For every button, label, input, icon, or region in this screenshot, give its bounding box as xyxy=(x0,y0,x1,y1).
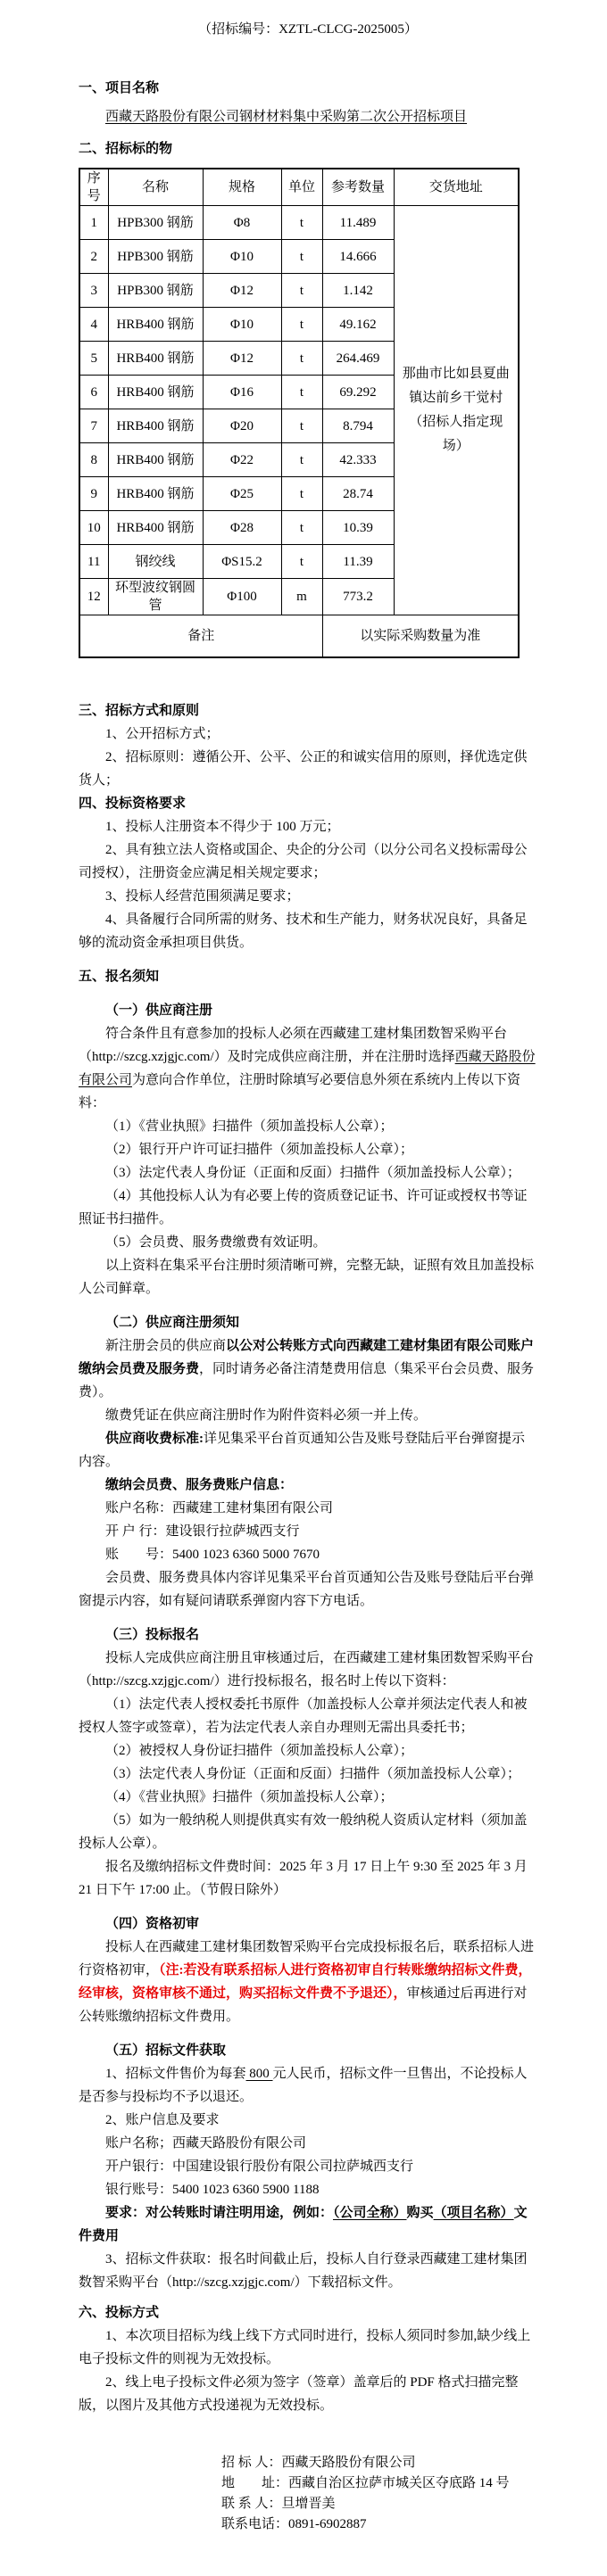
tender-number: （招标编号：XZTL-CLCG-2025005） xyxy=(198,22,418,37)
paragraph: 投标人完成供应商注册且审核通过后，在西藏建工建材集团数智采购平台（http://szcg.xzjgjc.com/）进行投标报名，报名时上传以下资料： xyxy=(79,1651,535,1688)
cell-name: 钢绞线 xyxy=(108,545,203,579)
cell-spec: Φ10 xyxy=(203,240,281,274)
cell-unit: m xyxy=(281,579,322,615)
cell-seq: 11 xyxy=(79,545,108,579)
subsection-4-heading: （四）资格初审 xyxy=(105,1917,200,1931)
cell-seq: 5 xyxy=(79,342,108,376)
paragraph: 会员费、服务费具体内容详见集采平台首页通知公告及账号登陆后平台弹窗提示内容，如有疑问请联系弹窗内容下方电话。 xyxy=(79,1571,535,1608)
project-name-placeholder: （项目名称） xyxy=(433,2206,514,2220)
company-fullname-placeholder: （公司全称） xyxy=(333,2206,407,2220)
section-5-heading: 五、报名须知 xyxy=(79,970,160,984)
paragraph: 缴费凭证在供应商注册时作为附件资料必须一并上传。 xyxy=(105,1408,428,1423)
goods-table xyxy=(79,168,520,658)
contact-person-line: 联 系 人：旦增晋美 xyxy=(221,2497,336,2511)
section-6-heading: 六、投标方式 xyxy=(79,2306,160,2320)
col-header-name: 名称 xyxy=(108,169,203,206)
cell-qty: 1.142 xyxy=(322,274,394,308)
paragraph: 3、招标文件获取：报名时间截止后，投标人自行登录西藏建工建材集团数智采购平台（http://szcg.xzjgjc.com/）下载招标文件。 xyxy=(79,2252,528,2290)
text-segment: 详见集采平台首页通知公告及账号登陆后平台弹窗提示内容。 xyxy=(79,1432,526,1469)
subsection-3-heading: （三）投标报名 xyxy=(105,1628,200,1642)
text-segment: 1、招标文件售价为每套 xyxy=(105,2067,246,2081)
cell-qty: 773.2 xyxy=(322,579,394,615)
cell-name: HRB400 钢筋 xyxy=(108,443,203,477)
cell-name: HRB400 钢筋 xyxy=(108,342,203,376)
section-3-heading: 三、招标方式和原则 xyxy=(79,704,200,718)
cell-qty: 10.39 xyxy=(322,511,394,545)
text-segment: 投标人在西藏建工建材集团数智采购平台完成投标报名后，联系招标人进行资格初审， xyxy=(79,1940,535,1977)
paragraph xyxy=(79,2062,537,2109)
cell-name: HPB300 钢筋 xyxy=(108,274,203,308)
account-name-line: 账户名称：西藏建工建材集团有限公司 xyxy=(105,1501,334,1515)
cell-spec: Φ12 xyxy=(203,274,281,308)
project-name: 西藏天路股份有限公司钢材材料集中采购第二次公开招标项目 xyxy=(105,110,468,124)
cell-qty: 264.469 xyxy=(322,342,394,376)
account-number-line: 账 号：5400 1023 6360 5000 7670 xyxy=(105,1548,320,1562)
cell-name: HRB400 钢筋 xyxy=(108,511,203,545)
cell-qty: 28.74 xyxy=(322,477,394,511)
remark-row xyxy=(79,615,519,658)
cell-unit: t xyxy=(281,443,322,477)
tenderer-line: 招 标 人：西藏天路股份有限公司 xyxy=(221,2456,416,2470)
cell-unit: t xyxy=(281,477,322,511)
list-item: （1）法定代表人授权委托书原件（加盖投标人公章并须法定代表人和被授权人签字或签章），若为法定代表人亲自办理则无需出具委托书； xyxy=(79,1697,528,1735)
cell-seq: 1 xyxy=(79,206,108,240)
subsection-2-heading: （二）供应商注册须知 xyxy=(105,1316,240,1330)
cell-seq: 3 xyxy=(79,274,108,308)
cell-seq: 8 xyxy=(79,443,108,477)
section-1-heading: 一、项目名称 xyxy=(79,81,160,95)
cell-seq: 12 xyxy=(79,579,108,615)
col-header-unit: 单位 xyxy=(281,169,322,206)
cell-unit: t xyxy=(281,342,322,376)
cell-unit: t xyxy=(281,206,322,240)
cell-unit: t xyxy=(281,409,322,443)
account-number-line: 银行账号：5400 1023 6360 5900 1188 xyxy=(105,2183,320,2197)
cell-unit: t xyxy=(281,308,322,342)
cell-name: HRB400 钢筋 xyxy=(108,376,203,409)
paragraph xyxy=(79,1936,537,2028)
paragraph: 1、公开招标方式； xyxy=(105,727,220,741)
contact-block xyxy=(221,2453,537,2535)
paragraph: 1、本次项目招标为线上线下方式同时进行，投标人须同时参加,缺少线上电子投标文件的则视为无效投标。 xyxy=(79,2329,531,2366)
cell-spec: Φ12 xyxy=(203,342,281,376)
list-item: （3）法定代表人身份证（正面和反面）扫描件（须加盖投标人公章）； xyxy=(105,1166,521,1180)
text-segment: 审核通过后再进行对公转账缴纳招标文件费用。 xyxy=(79,1986,528,2024)
paragraph: 2、线上电子投标文件必须为签字（签章）盖章后的 PDF 格式扫描完整版，以图片及其他方式投递视为无效投标。 xyxy=(79,2375,519,2413)
cell-unit: t xyxy=(281,240,322,274)
list-item: （4）《营业执照》扫描件（须加盖投标人公章）； xyxy=(105,1790,394,1804)
cell-seq: 2 xyxy=(79,240,108,274)
table-header-row xyxy=(79,169,519,206)
text-segment: 元人民币，招标文件一旦售出，不论投标人是否参与投标均不予以退还。 xyxy=(79,2067,528,2104)
project-name-line xyxy=(79,105,537,128)
paragraph: 4、具备履行合同所需的财务、技术和生产能力，财务状况良好，具备足够的流动资金承担项目供货。 xyxy=(79,912,528,950)
cell-name: HRB400 钢筋 xyxy=(108,409,203,443)
paragraph: 2、招标原则：遵循公开、公平、公正的和诚实信用的原则，择优选定供货人； xyxy=(79,750,528,788)
cell-seq: 9 xyxy=(79,477,108,511)
address-line: 地 址：西藏自治区拉萨市城关区夺底路 14 号 xyxy=(221,2476,510,2490)
cell-qty: 8.794 xyxy=(322,409,394,443)
paragraph xyxy=(79,1022,537,1115)
cell-spec: Φ22 xyxy=(203,443,281,477)
section-4-heading: 四、投标资格要求 xyxy=(79,797,187,811)
paragraph xyxy=(79,1427,537,1474)
text-segment: 新注册会员的供应商 xyxy=(105,1339,227,1353)
col-header-spec: 规格 xyxy=(203,169,281,206)
col-header-address: 交货地址 xyxy=(394,169,519,206)
cell-spec: Φ10 xyxy=(203,308,281,342)
bold-text-segment: 以公对公转账方式向西藏建工建材集团有限公司账户缴纳会员费及服务费 xyxy=(79,1339,535,1376)
list-item: （5）会员费、服务费缴费有效证明。 xyxy=(105,1235,327,1250)
cell-spec: Φ100 xyxy=(203,579,281,615)
list-item: （5）如为一般纳税人则提供真实有效一般纳税人资质认定材料（须加盖投标人公章）。 xyxy=(79,1813,528,1851)
paragraph: 2、账户信息及要求 xyxy=(105,2113,220,2127)
cell-unit: t xyxy=(281,376,322,409)
cell-name: HPB300 钢筋 xyxy=(108,240,203,274)
text-segment: 文件费用 xyxy=(79,2206,528,2243)
list-item: （1）《营业执照》扫描件（须加盖投标人公章）； xyxy=(105,1119,394,1134)
cell-qty: 42.333 xyxy=(322,443,394,477)
cell-seq: 6 xyxy=(79,376,108,409)
text-segment: 符合条件且有意参加的投标人必须在西藏建工建材集团数智采购平台（http://szcg.xzjgjc.com/）及时完成供应商注册，并在注册时选择 xyxy=(79,1027,508,1064)
cell-qty: 11.489 xyxy=(322,206,394,240)
delivery-address-cell: 那曲市比如县夏曲镇达前乡干觉村（招标人指定现场） xyxy=(394,206,519,615)
cell-unit: t xyxy=(281,274,322,308)
cell-unit: t xyxy=(281,545,322,579)
cell-seq: 4 xyxy=(79,308,108,342)
col-header-seq: 序号 xyxy=(79,169,108,206)
account-name-line: 账户名称；西藏天路股份有限公司 xyxy=(105,2136,307,2151)
cell-spec: ΦS15.2 xyxy=(203,545,281,579)
account-info-heading: 缴纳会员费、服务费账户信息： xyxy=(105,1478,294,1492)
list-item: （4）其他投标人认为有必要上传的资质登记证书、许可证或授权书等证照证书扫描件。 xyxy=(79,1189,528,1226)
cell-spec: Φ28 xyxy=(203,511,281,545)
col-header-qty: 参考数量 xyxy=(322,169,394,206)
text-segment: 为意向合作单位，注册时除填写必要信息外须在系统内上传以下资料： xyxy=(79,1073,521,1110)
cell-spec: Φ25 xyxy=(203,477,281,511)
subsection-5-heading: （五）招标文件获取 xyxy=(105,2043,227,2058)
paragraph xyxy=(79,1334,537,1404)
document-price: 800 xyxy=(245,2067,273,2081)
bold-text-segment: 供应商收费标准: xyxy=(105,1432,204,1446)
paragraph: 3、投标人经营范围须满足要求； xyxy=(105,889,300,904)
cell-name: 环型波纹钢圆管 xyxy=(108,579,203,615)
text-segment: ，同时请务必备注清楚费用信息（集采平台会员费、服务费）。 xyxy=(79,1362,535,1399)
cell-spec: Φ8 xyxy=(203,206,281,240)
paragraph: 1、投标人注册资本不得少于 100 万元； xyxy=(105,820,340,834)
list-item: （3）法定代表人身份证（正面和反面）扫描件（须加盖投标人公章）； xyxy=(105,1767,521,1781)
cell-spec: Φ20 xyxy=(203,409,281,443)
paragraph: 2、具有独立法人资格或国企、央企的分公司（以分公司名义投标需母公司授权），注册资金应满足相关规定要求； xyxy=(79,843,528,880)
cell-qty: 14.666 xyxy=(322,240,394,274)
section-2-heading: 二、招标标的物 xyxy=(79,142,173,156)
list-item: （2）银行开户许可证扫描件（须加盖投标人公章）； xyxy=(105,1143,414,1157)
warning-text-segment: （注:若没有联系招标人进行资格初审自行转账缴纳招标文件费，经审核，资格审核不通过，购买招标文件费不予退还）， xyxy=(79,1963,532,2001)
subsection-1-heading: （一）供应商注册 xyxy=(105,1003,213,1018)
cell-seq: 10 xyxy=(79,511,108,545)
paragraph: 以上资料在集采平台注册时须清晰可辨，完整无缺，证照有效且加盖投标人公司鲜章。 xyxy=(79,1259,535,1296)
bank-line: 开 户 行：建设银行拉萨城西支行 xyxy=(105,1524,300,1539)
text-segment: 要求：对公转账时请注明用途，例如： xyxy=(105,2206,334,2220)
cell-unit: t xyxy=(281,511,322,545)
table-row xyxy=(79,206,519,240)
text-segment: 购买 xyxy=(406,2206,434,2220)
cell-name: HRB400 钢筋 xyxy=(108,308,203,342)
cell-qty: 49.162 xyxy=(322,308,394,342)
list-item: （2）被授权人身份证扫描件（须加盖投标人公章）； xyxy=(105,1744,414,1758)
cell-qty: 69.292 xyxy=(322,376,394,409)
cell-seq: 7 xyxy=(79,409,108,443)
transfer-requirement-line xyxy=(79,2201,537,2248)
remark-value-cell: 以实际采购数量为准 xyxy=(322,615,519,658)
highlighted-company-name: 西藏天路股份有限公司 xyxy=(79,1050,536,1087)
remark-label-cell: 备注 xyxy=(79,615,322,658)
bank-line: 开户银行：中国建设银行股份有限公司拉萨城西支行 xyxy=(105,2159,414,2174)
contact-phone-line: 联系电话：0891-6902887 xyxy=(221,2517,367,2531)
cell-qty: 11.39 xyxy=(322,545,394,579)
registration-deadline-line: 报名及缴纳招标文件费时间：2025 年 3 月 17 日上午 9:30 至 2025 年 3 月 21 日下午 17:00 止。（节假日除外） xyxy=(79,1860,528,1897)
cell-name: HPB300 钢筋 xyxy=(108,206,203,240)
cell-spec: Φ16 xyxy=(203,376,281,409)
cell-name: HRB400 钢筋 xyxy=(108,477,203,511)
